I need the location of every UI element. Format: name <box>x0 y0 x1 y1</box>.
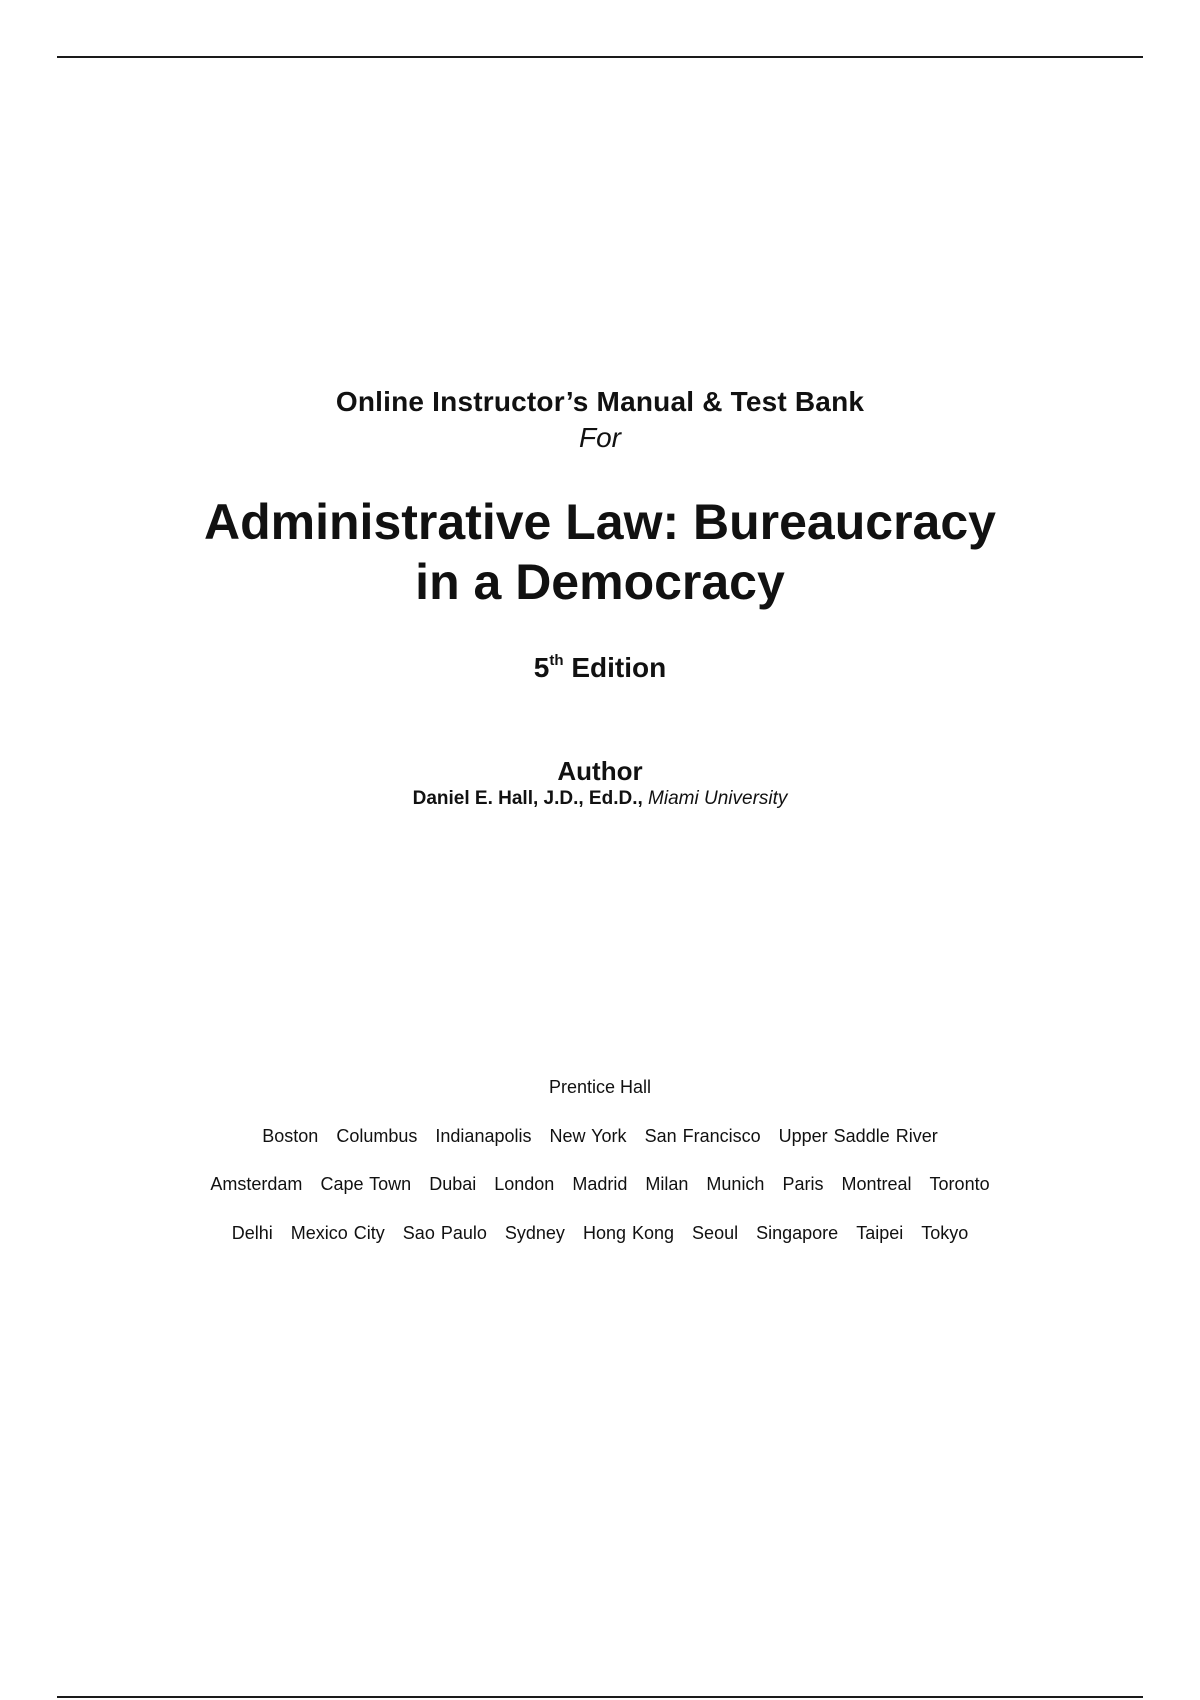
city: London <box>494 1174 555 1194</box>
city: Tokyo <box>921 1223 969 1243</box>
city: Toronto <box>929 1174 990 1194</box>
city: Delhi <box>231 1223 273 1243</box>
city: New York <box>549 1126 627 1146</box>
city: Hong Kong <box>582 1223 675 1243</box>
city: Munich <box>706 1174 765 1194</box>
book-title-line-1: Administrative Law: Bureaucracy <box>204 494 996 550</box>
edition-label: Edition <box>571 652 667 683</box>
city: Amsterdam <box>210 1174 303 1194</box>
author-name: Daniel E. Hall, J.D., Ed.D., <box>412 788 643 809</box>
publisher-name: Prentice Hall <box>548 1077 652 1097</box>
bottom-rule <box>57 1696 1143 1698</box>
city: Indianapolis <box>435 1126 532 1146</box>
city: Columbus <box>336 1126 418 1146</box>
author-affiliation: Miami University <box>648 788 788 809</box>
city: Dubai <box>429 1174 477 1194</box>
book-title-line-2: in a Democracy <box>415 554 785 610</box>
manual-title: Online Instructor’s Manual & Test Bank <box>335 386 865 417</box>
city: Sao Paulo <box>402 1223 487 1243</box>
city: Montreal <box>841 1174 912 1194</box>
for-label: For <box>579 422 621 453</box>
city: Milan <box>645 1174 689 1194</box>
city: San Francisco <box>644 1126 761 1146</box>
city: Taipei <box>856 1223 904 1243</box>
city: Paris <box>782 1174 824 1194</box>
author-heading: Author <box>557 756 643 786</box>
top-rule <box>57 56 1143 58</box>
edition <box>0 652 1200 684</box>
author-line <box>0 788 1200 810</box>
city: Boston <box>262 1126 319 1146</box>
city: Sydney <box>504 1223 565 1243</box>
city: Singapore <box>756 1223 839 1243</box>
city: Madrid <box>572 1174 628 1194</box>
city-row-1 <box>0 1126 1200 1147</box>
city: Seoul <box>692 1223 739 1243</box>
edition-number: 5 <box>533 652 550 683</box>
city: Upper Saddle River <box>778 1126 938 1146</box>
edition-suffix: th <box>549 652 564 669</box>
city: Cape Town <box>320 1174 412 1194</box>
city-row-2 <box>0 1174 1200 1195</box>
book-title <box>0 492 1200 612</box>
city-row-3 <box>0 1223 1200 1244</box>
city: Mexico City <box>290 1223 385 1243</box>
